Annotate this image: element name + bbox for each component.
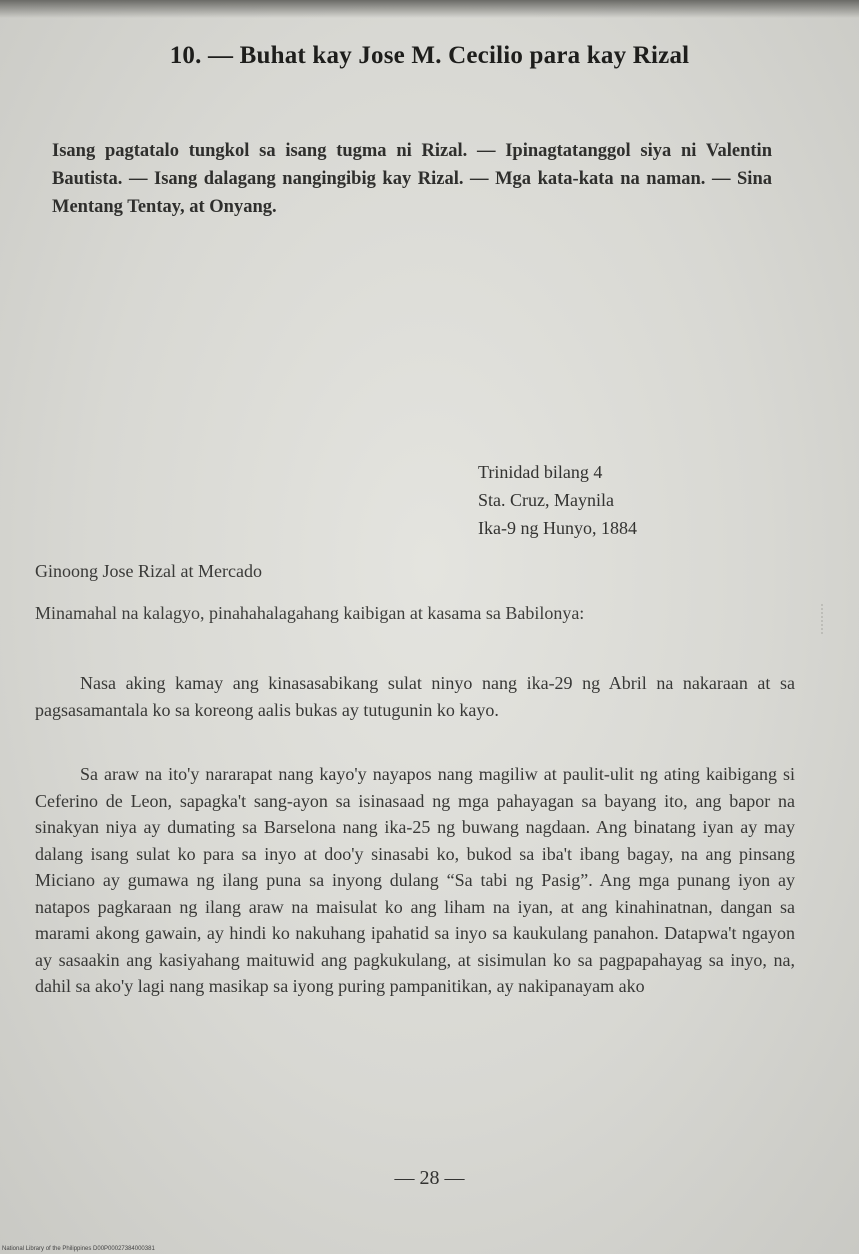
recipient-salutation: Ginoong Jose Rizal at Mercado <box>35 561 262 581</box>
body-paragraph-2: Sa araw na ito'y nararapat nang kayo'y nayapos nang magiliw at paulit-ulit ng ating kaibigang si Ceferino de Leon, sapagka't sang-ayon sa isinasaad ng mga pahayagan sa bayang ito, ang bapor na sinakyan niya ay dumating sa Barselona nang ika-25 ng buwang nagdaan. Ang binatang iyan ay may dalang isang sulat ko para sa inyo at doo'y sinasabi ko, bukod sa iba't ibang bagay, na ang pinsang Miciano ay gumawa ng ilang puna sa inyong dulang “Sa tabi ng Pasig”. Ang mga punang iyon ay natapos pagkaraan ng ilang araw na maisulat ko ang liham na iyan, at ang kinahinatnan, dangan sa marami akong gawain, ay hindi ko nakuhang ipahatid sa inyo sa kaukulang panahon. Datapwa't ngayon ay sasaakin ang kasiyahang maituwid ang pagkukulang, at sisimulan ko sa pagpapahayag sa inyo, na, dahil sa ako'y lagi nang masikap sa iyong puring pampanitikan, ay nakipanayam ako <box>35 764 795 996</box>
body-paragraph-1: Nasa aking kamay ang kinasasabikang sulat ninyo nang ika-29 ng Abril na nakaraan at sa pagsasamantala ko sa koreong aalis bukas ay tutugunin ko kayo. <box>35 673 795 720</box>
page-number: — 28 — <box>394 1167 465 1189</box>
letter-title: 10. — Buhat kay Jose M. Cecilio para kay Rizal <box>169 42 690 69</box>
page-top-shadow <box>0 0 859 18</box>
address-line-date: Ika-9 ng Hunyo, 1884 <box>478 518 637 538</box>
address-line-street: Trinidad bilang 4 <box>478 462 603 482</box>
letter-summary: Isang pagtatalo tungkol sa isang tugma ni Rizal. — Ipinagtatanggol siya ni Valentin Bautista. — Isang dalagang nangingibig kay Rizal. — Mga kata-kata na naman. — Sina Mentang Tentay, at Onyang. <box>52 141 772 217</box>
address-line-city: Sta. Cruz, Maynila <box>478 490 614 510</box>
letter-greeting: Minamahal na kalagyo, pinahahalagahang kaibigan at kasama sa Babilonya: <box>35 603 585 623</box>
sender-address <box>478 458 637 542</box>
scan-credit: National Library of the Philippines D00P00027384000381 <box>2 1246 155 1252</box>
margin-mark <box>813 604 823 634</box>
